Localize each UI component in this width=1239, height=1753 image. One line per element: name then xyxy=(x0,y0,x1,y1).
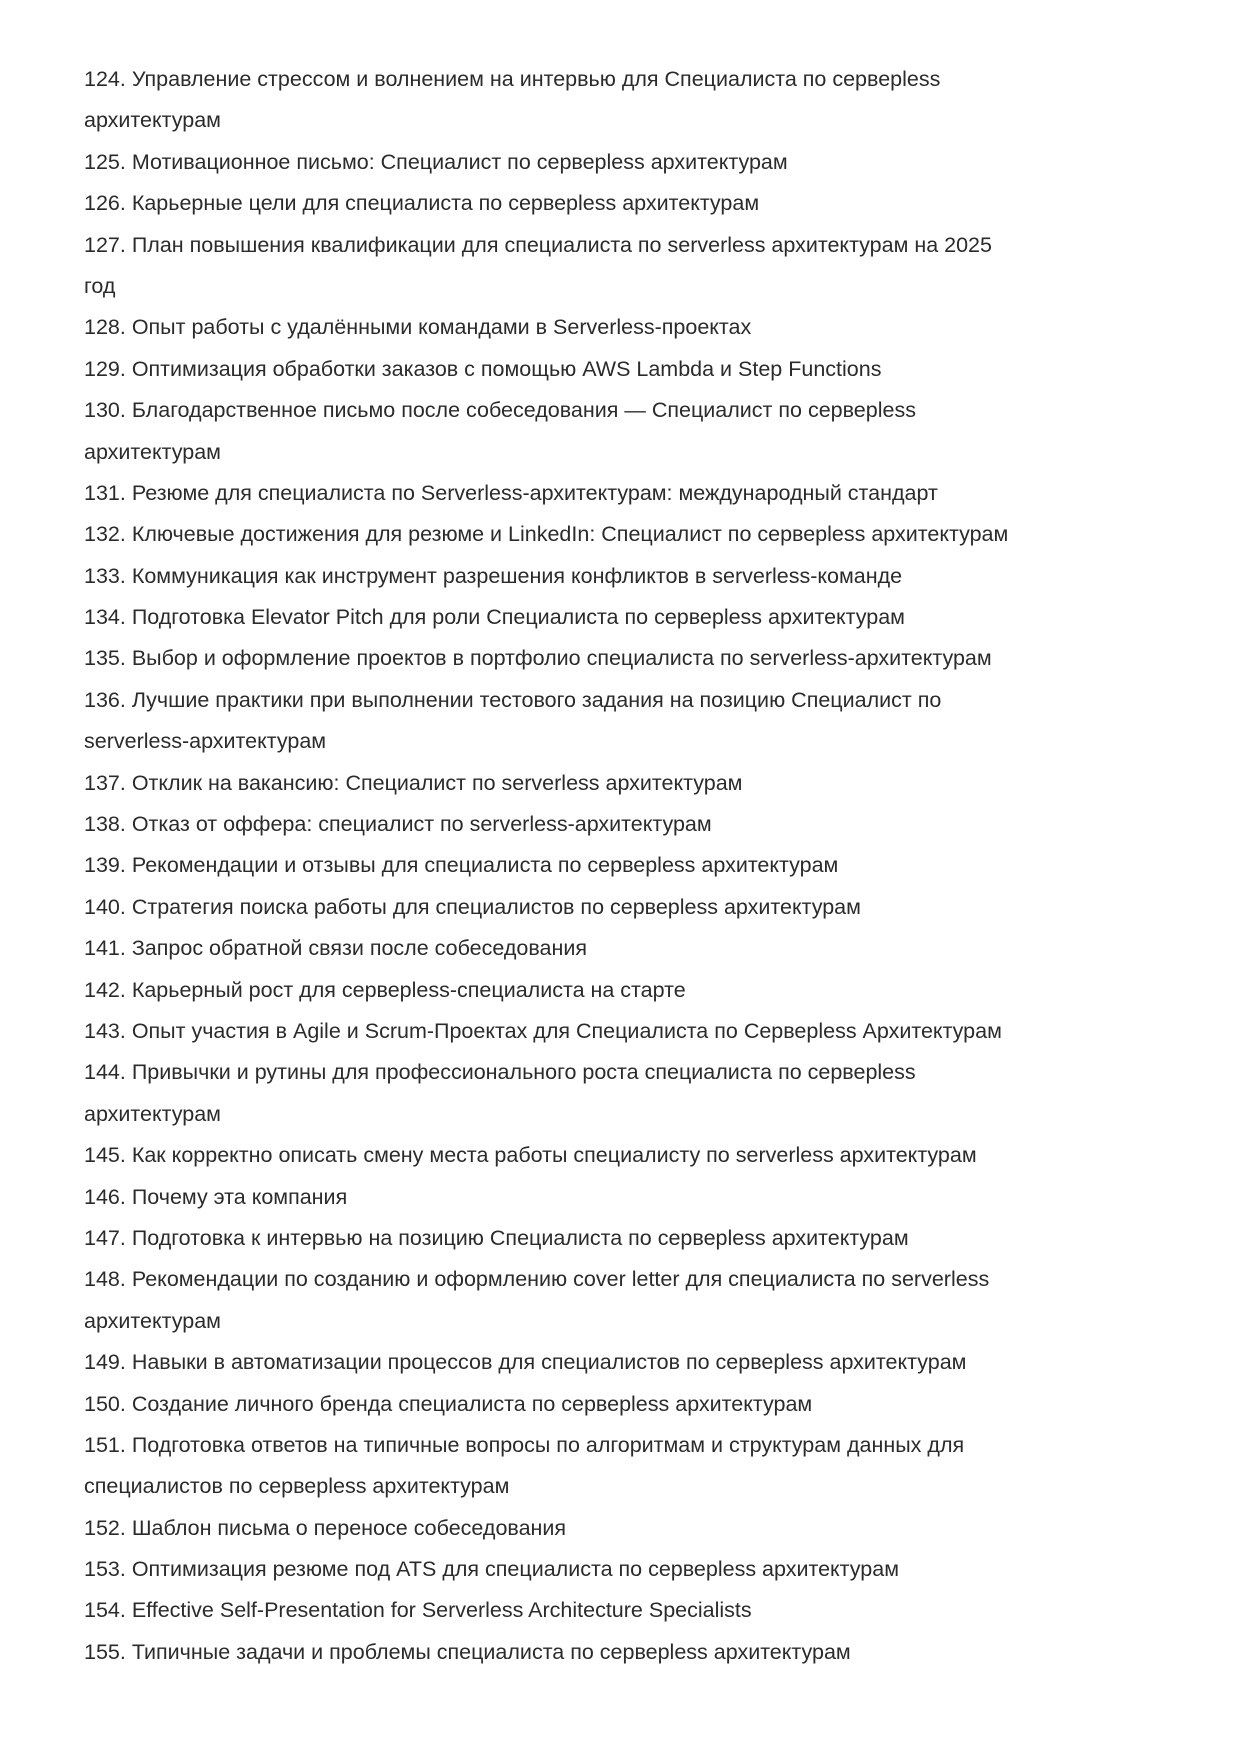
list-item-title: 155. Типичные задачи и проблемы специалиста по серверless архитектурам xyxy=(84,1639,851,1664)
list-item[interactable] xyxy=(84,970,1204,1011)
list-item[interactable] xyxy=(84,349,1204,390)
list-item-title: 147. Подготовка к интервью на позицию Специалиста по серверless архитектурам xyxy=(84,1225,909,1250)
list-item[interactable] xyxy=(84,1011,1204,1052)
list-item[interactable] xyxy=(84,1508,1204,1549)
list-item-title: 140. Стратегия поиска работы для специалистов по серверless архитектурам xyxy=(84,894,861,919)
list-item[interactable] xyxy=(84,59,1204,142)
list-item[interactable] xyxy=(84,1590,1204,1631)
list-item[interactable] xyxy=(84,1342,1204,1383)
list-item[interactable] xyxy=(84,1177,1204,1218)
list-item[interactable] xyxy=(84,1632,1204,1673)
list-item[interactable] xyxy=(84,1052,1204,1135)
list-item[interactable] xyxy=(84,845,1204,886)
list-item-title: 131. Резюме для специалиста по Serverless-архитектурам: международный стандарт xyxy=(84,480,938,505)
list-item[interactable] xyxy=(84,928,1204,969)
list-item[interactable] xyxy=(84,638,1204,679)
list-item-title: 136. Лучшие практики при выполнении тестового задания на позицию Специалист по xyxy=(84,687,942,712)
list-item-title-continuation: специалистов по серверless архитектурам xyxy=(84,1474,510,1499)
article-list xyxy=(84,59,1204,1673)
list-item-title: 130. Благодарственное письмо после собеседования — Специалист по серверless xyxy=(84,398,916,423)
list-item-title: 138. Отказ от оффера: специалист по serverless-архитектурам xyxy=(84,812,712,837)
list-item-title: 137. Отклик на вакансию: Специалист по serverless архитектурам xyxy=(84,770,743,795)
list-item-title-continuation: архитектурам xyxy=(84,1101,221,1126)
list-item-title-continuation: архитектурам xyxy=(84,1308,221,1333)
list-item[interactable] xyxy=(84,1218,1204,1259)
list-item[interactable] xyxy=(84,887,1204,928)
list-item-title: 143. Опыт участия в Agile и Scrum-Проектах для Специалиста по Серверless Архитектурам xyxy=(84,1018,1002,1043)
list-item-title-continuation: serverless-архитектурам xyxy=(84,729,327,754)
list-item[interactable] xyxy=(84,1384,1204,1425)
list-item[interactable] xyxy=(84,307,1204,348)
list-item-title: 132. Ключевые достижения для резюме и LinkedIn: Специалист по серверless архитектурам xyxy=(84,522,1009,547)
list-item-title: 125. Мотивационное письмо: Специалист по серверless архитектурам xyxy=(84,149,788,174)
list-item-title-continuation: архитектурам xyxy=(84,439,221,464)
list-item[interactable] xyxy=(84,1259,1204,1342)
list-item-title: 146. Почему эта компания xyxy=(84,1184,348,1209)
list-item-title: 148. Рекомендации по созданию и оформлению cover letter для специалиста по serverless xyxy=(84,1267,990,1292)
list-item-title: 152. Шаблон письма о переносе собеседования xyxy=(84,1515,567,1540)
list-item-title: 135. Выбор и оформление проектов в портфолио специалиста по serverless-архитектурам xyxy=(84,646,992,671)
list-item-title-continuation: архитектурам xyxy=(84,108,221,133)
list-item-title: 129. Оптимизация обработки заказов с помощью AWS Lambda и Step Functions xyxy=(84,356,882,381)
list-item[interactable] xyxy=(84,514,1204,555)
list-item-title: 153. Оптимизация резюме под ATS для специалиста по серверless архитектурам xyxy=(84,1557,899,1582)
list-item[interactable] xyxy=(84,680,1204,763)
list-item[interactable] xyxy=(84,1549,1204,1590)
list-item[interactable] xyxy=(84,390,1204,473)
list-item-title: 150. Создание личного бренда специалиста по серверless архитектурам xyxy=(84,1391,813,1416)
list-item[interactable] xyxy=(84,763,1204,804)
list-item-title: 133. Коммуникация как инструмент разрешения конфликтов в serverless-команде xyxy=(84,563,903,588)
list-item-title: 154. Effective Self-Presentation for Serverless Architecture Specialists xyxy=(84,1598,752,1623)
list-item[interactable] xyxy=(84,183,1204,224)
list-item-title: 128. Опыт работы с удалёнными командами в Serverless-проектах xyxy=(84,315,752,340)
list-item-title: 127. План повышения квалификации для специалиста по serverless архитектурам на 2025 xyxy=(84,232,992,257)
list-item[interactable] xyxy=(84,1135,1204,1176)
list-item-title: 134. Подготовка Elevator Pitch для роли Специалиста по серверless архитектурам xyxy=(84,605,905,630)
list-item[interactable] xyxy=(84,597,1204,638)
list-item[interactable] xyxy=(84,1425,1204,1508)
list-item[interactable] xyxy=(84,142,1204,183)
list-item-title-continuation: год xyxy=(84,273,116,298)
list-item-title: 141. Запрос обратной связи после собеседования xyxy=(84,936,588,961)
list-item-title: 151. Подготовка ответов на типичные вопросы по алгоритмам и структурам данных для xyxy=(84,1432,965,1457)
list-item[interactable] xyxy=(84,225,1204,308)
list-item-title: 139. Рекомендации и отзывы для специалиста по серверless архитектурам xyxy=(84,853,839,878)
list-item[interactable] xyxy=(84,556,1204,597)
list-item-title: 149. Навыки в автоматизации процессов для специалистов по серверless архитектурам xyxy=(84,1350,967,1375)
list-item-title: 126. Карьерные цели для специалиста по серверless архитектурам xyxy=(84,191,760,216)
list-item-title: 142. Карьерный рост для серверless-специалиста на старте xyxy=(84,977,686,1002)
list-item[interactable] xyxy=(84,804,1204,845)
list-item-title: 145. Как корректно описать смену места работы специалисту по serverless архитектурам xyxy=(84,1143,977,1168)
list-item[interactable] xyxy=(84,473,1204,514)
list-item-title: 144. Привычки и рутины для профессионального роста специалиста по серверless xyxy=(84,1060,916,1085)
list-item-title: 124. Управление стрессом и волнением на интервью для Специалиста по серверless xyxy=(84,67,941,91)
